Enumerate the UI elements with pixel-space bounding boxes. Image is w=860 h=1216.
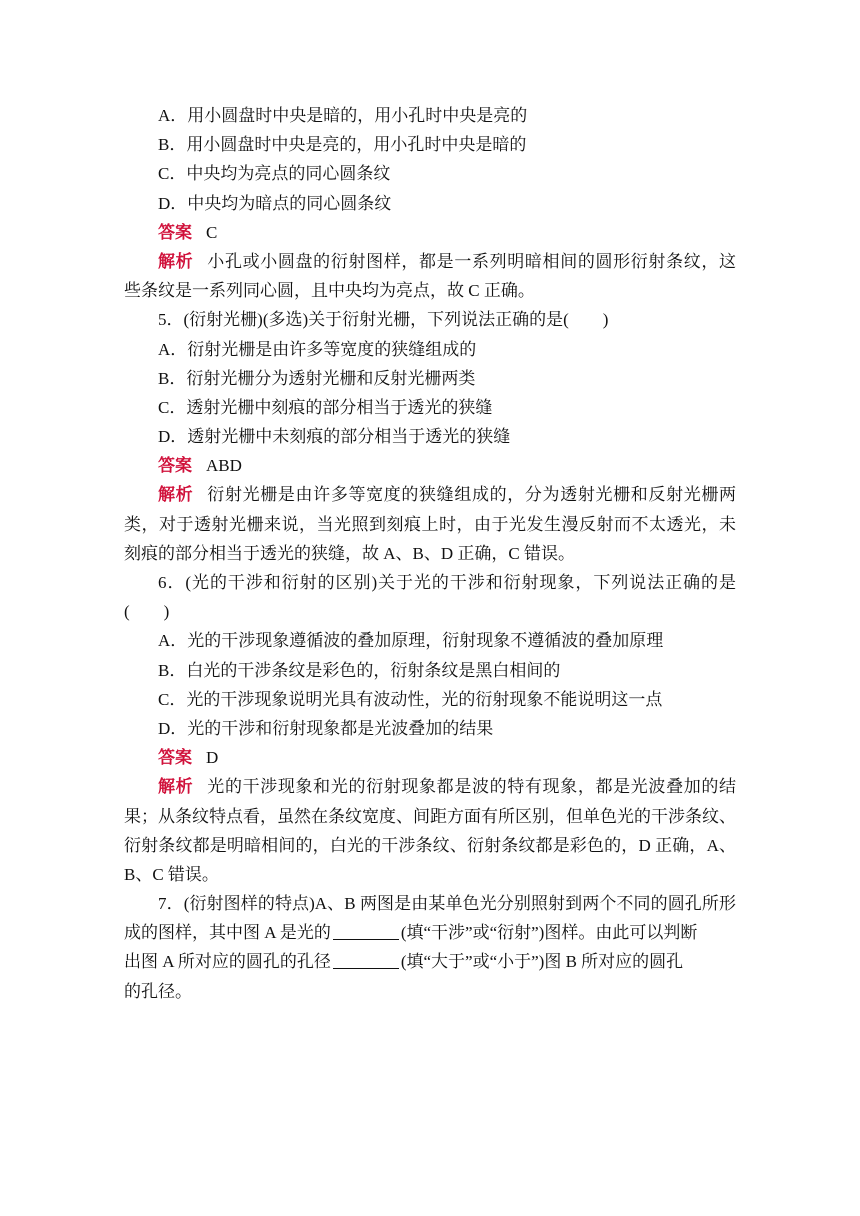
q7-stem-line-3 xyxy=(124,947,736,976)
q7-stem-line-2 xyxy=(124,918,736,947)
analysis-label: 解析 xyxy=(158,777,194,797)
q7-stem-line-1: 7．(衍射图样的特点)A、B 两图是由某单色光分别照射到两个不同的圆孔所形 xyxy=(158,894,736,914)
q6-analysis-line-2: 果；从条纹特点看，虽然在条纹宽度、间距方面有所区别，但单色光的干涉条纹、 xyxy=(124,806,736,826)
q7-stem-line-4: 的孔径。 xyxy=(124,981,192,1001)
q6-option-d: D．光的干涉和衍射现象都是光波叠加的结果 xyxy=(158,718,494,738)
q6-stem-line-1: 6．(光的干涉和衍射的区别)关于光的干涉和衍射现象，下列说法正确的是 xyxy=(158,573,736,592)
answer-label: 答案 xyxy=(158,748,192,768)
document-content xyxy=(124,101,736,1006)
q6-answer xyxy=(124,743,736,772)
answer-value: C xyxy=(206,222,218,242)
q5-analysis-line-2: 类，对于透射光栅来说，当光照到刻痕上时，由于光发生漫反射而不太透光，未 xyxy=(124,514,736,534)
analysis-text: 衍射光栅是由许多等宽度的狭缝组成的，分为透射光栅和反射光栅两 xyxy=(207,485,736,505)
q4-option-d: D．中央均为暗点的同心圆条纹 xyxy=(158,193,392,213)
answer-value: D xyxy=(206,748,219,768)
answer-label: 答案 xyxy=(158,222,192,242)
q6-analysis-line-4: B、C 错误。 xyxy=(124,864,219,884)
q5-analysis-line-1 xyxy=(124,480,736,509)
q7-line3-before-blank: 出图 A 所对应的圆孔的孔径 xyxy=(124,952,331,972)
q7-line2-after-blank: (填“干涉”或“衍射”)图样。由此可以判断 xyxy=(400,923,698,943)
q6-option-c: C．光的干涉现象说明光具有波动性，光的衍射现象不能说明这一点 xyxy=(158,689,663,709)
fill-in-blank-1 xyxy=(333,923,399,940)
q5-answer xyxy=(124,451,736,480)
q5-option-c: C．透射光栅中刻痕的部分相当于透光的狭缝 xyxy=(158,397,493,417)
q4-answer xyxy=(124,218,736,247)
q4-option-c: C．中央均为亮点的同心圆条纹 xyxy=(158,164,391,184)
q5-analysis-line-3: 刻痕的部分相当于透光的狭缝，故 A、B、D 正确，C 错误。 xyxy=(124,543,575,563)
analysis-text: 小孔或小圆盘的衍射图样，都是一系列明暗相间的圆形衍射条纹，这 xyxy=(207,251,736,271)
q6-stem-line-2: ( ) xyxy=(124,602,170,622)
q4-option-a: A．用小圆盘时中央是暗的，用小孔时中央是亮的 xyxy=(158,106,528,125)
q4-analysis-line-1 xyxy=(124,247,736,276)
q5-stem: 5．(衍射光栅)(多选)关于衍射光栅，下列说法正确的是( ) xyxy=(158,310,609,330)
q4-option-b: B．用小圆盘时中央是亮的，用小孔时中央是暗的 xyxy=(158,135,527,155)
q5-option-b: B．衍射光栅分为透射光栅和反射光栅两类 xyxy=(158,368,476,388)
q7-line3-after-blank: (填“大于”或“小于”)图 B 所对应的圆孔 xyxy=(400,952,684,972)
q6-option-b: B．白光的干涉条纹是彩色的，衍射条纹是黑白相间的 xyxy=(158,660,561,680)
q4-analysis-line-2: 些条纹是一系列同心圆，且中央均为亮点，故 C 正确。 xyxy=(124,281,535,301)
analysis-label: 解析 xyxy=(158,485,194,505)
analysis-label: 解析 xyxy=(158,251,194,271)
q6-analysis-line-1 xyxy=(124,772,736,801)
analysis-text: 光的干涉现象和光的衍射现象都是波的特有现象，都是光波叠加的结 xyxy=(207,777,736,797)
q7-line2-before-blank: 成的图样，其中图 A 是光的 xyxy=(124,923,331,943)
q5-option-d: D．透射光栅中未刻痕的部分相当于透光的狭缝 xyxy=(158,427,511,447)
q6-analysis-line-3: 衍射条纹都是明暗相间的，白光的干涉条纹、衍射条纹都是彩色的，D 正确，A、 xyxy=(124,835,736,855)
answer-value: ABD xyxy=(206,456,242,476)
fill-in-blank-2 xyxy=(333,952,399,969)
answer-label: 答案 xyxy=(158,456,192,476)
q6-option-a: A．光的干涉现象遵循波的叠加原理，衍射现象不遵循波的叠加原理 xyxy=(158,631,664,651)
q5-option-a: A．衍射光栅是由许多等宽度的狭缝组成的 xyxy=(158,339,477,359)
